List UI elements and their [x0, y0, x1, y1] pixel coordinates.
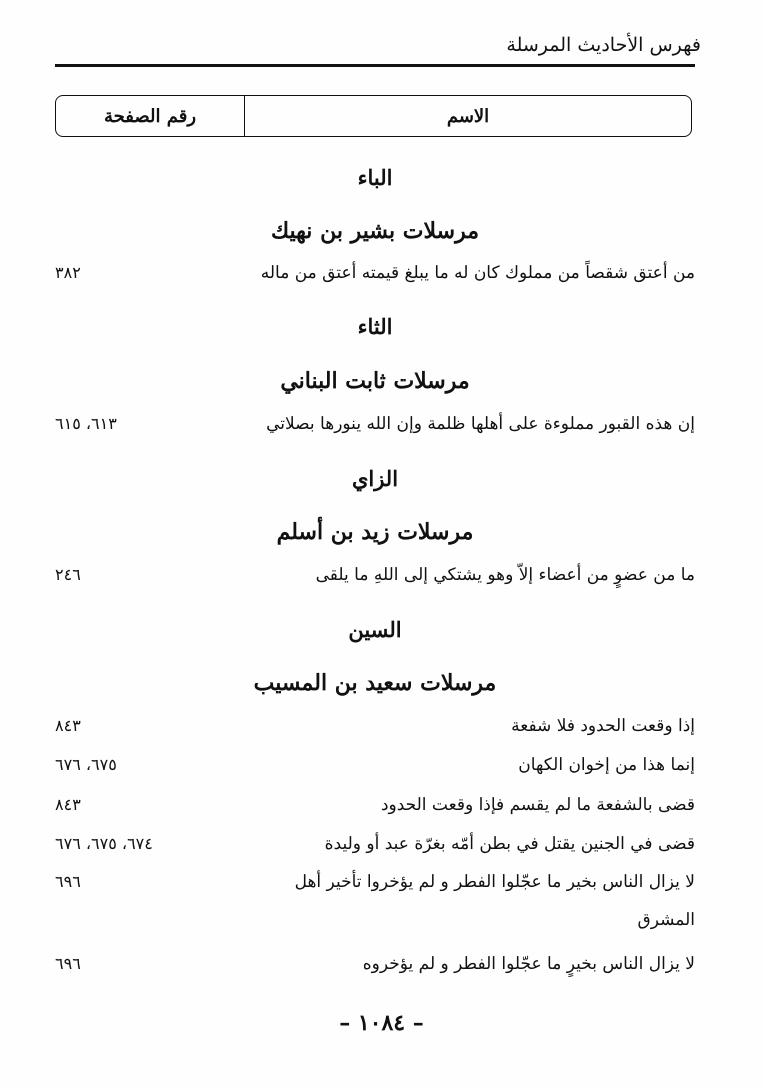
page-ref: ٦٩٦	[55, 954, 81, 973]
section-heading: مرسلات ثابت البناني	[280, 368, 470, 394]
hadith-text: لا يزال الناس بخيرٍ ما عجّلوا الفطر و لم يؤخروه	[362, 954, 695, 974]
hadith-text: لا يزال الناس بخير ما عجّلوا الفطر و لم يؤخروا تأخير أهل	[294, 872, 695, 892]
letter-heading-sin: السين	[348, 617, 402, 642]
page-ref: ٦٩٦	[55, 872, 81, 891]
hadith-text: من أعتق شقصاً من مملوك كان له ما يبلغ قيمته أعتق من ماله	[260, 263, 695, 283]
list-item	[55, 954, 695, 974]
list-item	[55, 872, 695, 892]
column-page-header: رقم الصفحة	[56, 96, 245, 136]
section-heading: مرسلات بشير بن نهيك	[270, 218, 479, 244]
column-header	[55, 95, 692, 137]
hadith-text: ما من عضوٍ من أعضاء إلاّ وهو يشتكي إلى اللهِ ما يلقى	[315, 565, 695, 585]
list-item	[55, 755, 695, 775]
letter-heading-tha: الثاء	[357, 314, 393, 339]
letter-heading-ba: الباء	[357, 165, 393, 190]
list-item	[55, 834, 695, 854]
list-item	[55, 795, 695, 815]
page-ref: ٨٤٣	[55, 795, 81, 814]
header-rule	[55, 64, 695, 67]
list-item	[55, 716, 695, 736]
section-heading: مرسلات سعيد بن المسيب	[253, 670, 497, 696]
page-ref: ٣٨٢	[55, 263, 81, 282]
list-item-continuation	[55, 910, 695, 930]
list-item	[55, 565, 695, 585]
running-header-title: فهرس الأحاديث المرسلة	[506, 34, 701, 56]
letter-heading-zay: الزاي	[351, 466, 399, 491]
page-ref: ٦٧٥، ٦٧٦	[55, 755, 117, 774]
list-item	[55, 414, 695, 434]
hadith-text-continuation: المشرق	[637, 910, 695, 930]
hadith-text: قضى في الجنين يقتل في بطن أمّه بغرّة عبد أو وليدة	[324, 834, 695, 854]
page-ref: ٨٤٣	[55, 716, 81, 735]
hadith-text: قضى بالشفعة ما لم يقسم فإذا وقعت الحدود	[380, 795, 695, 815]
hadith-text: إن هذه القبور مملوءة على أهلها ظلمة وإن الله ينورها بصلاتي	[266, 414, 695, 434]
hadith-text: إذا وقعت الحدود فلا شفعة	[511, 716, 695, 736]
page-ref: ٢٤٦	[55, 565, 81, 584]
list-item	[55, 263, 695, 283]
column-name-header: الاسم	[446, 105, 490, 127]
section-heading: مرسلات زيد بن أسلم	[276, 519, 474, 545]
hadith-text: إنما هذا من إخوان الكهان	[518, 755, 695, 775]
page-ref: ٦٧٤، ٦٧٥، ٦٧٦	[55, 834, 153, 853]
page-ref: ٦١٣، ٦١٥	[55, 414, 117, 433]
page-number: – ١٠٨٤ –	[339, 1010, 424, 1036]
